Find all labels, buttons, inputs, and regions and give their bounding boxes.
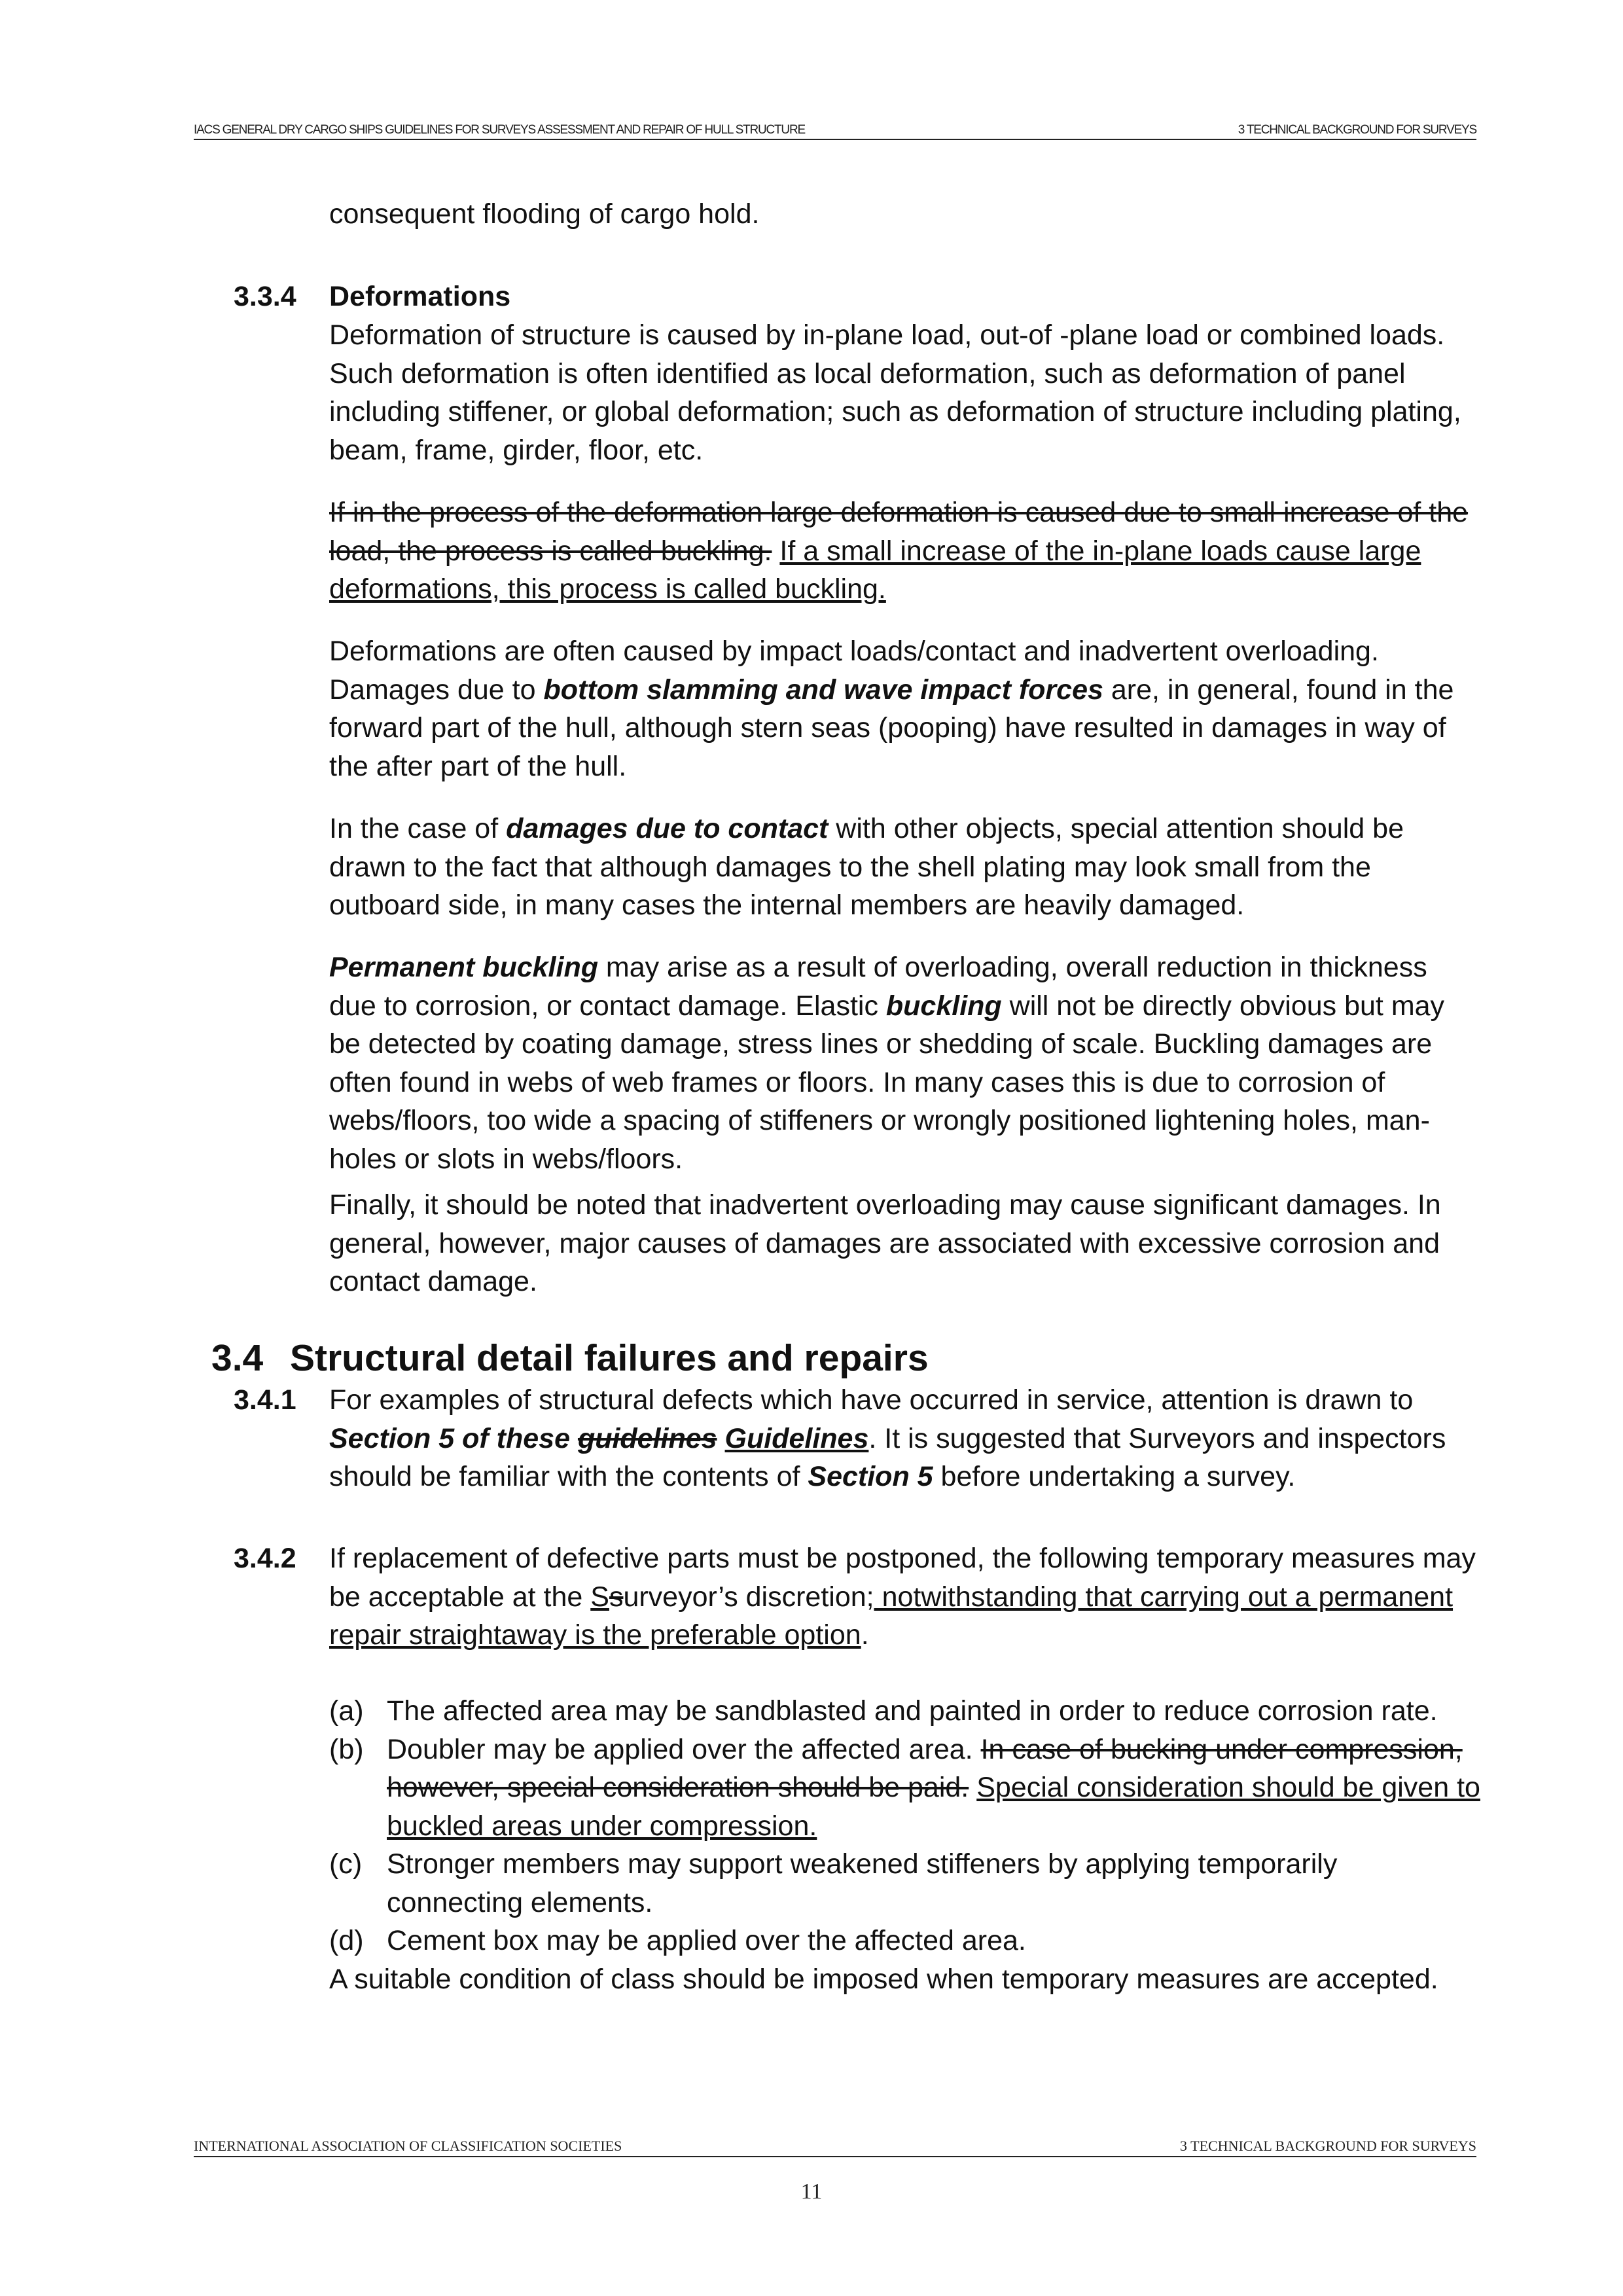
section-number-3-3-4: 3.3.4 bbox=[234, 281, 296, 312]
list-item bbox=[329, 1845, 1481, 1922]
running-footer bbox=[194, 2136, 1476, 2157]
deleted-text: s bbox=[609, 1581, 624, 1613]
text-run: In the case of bbox=[329, 813, 507, 844]
emphasis-text: bottom slamming and wave impact forces bbox=[543, 673, 1103, 706]
deleted-text: If in the process of the deformation large deformation is caused due to small increase of the load, the process is called buckling. bbox=[329, 497, 1469, 567]
deformation-paragraph-4 bbox=[329, 810, 1481, 925]
deformation-paragraph-6: Finally, it should be noted that inadvertent overloading may cause significant damages. In general, however, major causes of damages are associated with excessive corrosion and contact damage. bbox=[329, 1189, 1441, 1297]
inserted-text: Guidelines bbox=[724, 1422, 869, 1454]
list-item bbox=[329, 1692, 1481, 1731]
text-run: before undertaking a survey. bbox=[933, 1461, 1296, 1492]
list-marker: (c) bbox=[329, 1848, 363, 1880]
inserted-text: S bbox=[590, 1581, 609, 1613]
closing-text: A suitable condition of class should be imposed when temporary measures are accepted. bbox=[329, 1963, 1438, 1995]
paragraph-3-4-2 bbox=[329, 1539, 1481, 1655]
list-marker: (d) bbox=[329, 1925, 364, 1956]
section-heading-3-4 bbox=[211, 1335, 929, 1381]
paragraph-3-4-1 bbox=[329, 1381, 1481, 1496]
text-run: will not be directly obvious but may be detected by coating damage, stress lines or shedding of scale. Buckling damages are often found in webs of web frames or floors. In many cases this is due to corrosion of webs/floors, too wide a spacing of stiffeners or wrongly positioned lightening holes, man-holes or slots in webs/floors. bbox=[329, 990, 1445, 1175]
inserted-text: Special consideration should be given to buckled areas under compression. bbox=[387, 1772, 1480, 1842]
text-run: may arise as a result of overloading, overall reduction in thickness due to corrosion, or contact damage. Elastic bbox=[329, 952, 1427, 1022]
emphasis-text: Permanent buckling bbox=[329, 952, 598, 983]
text-run: with other objects, special attention should be drawn to the fact that although damages to the shell plating may look small from the outboard side, in many cases the internal members are heavily damaged. bbox=[329, 813, 1404, 921]
page-number: 11 bbox=[800, 2179, 823, 2204]
list-item bbox=[329, 1922, 1481, 1960]
footer-left: INTERNATIONAL ASSOCIATION OF CLASSIFICATION SOCIETIES bbox=[194, 2138, 622, 2154]
emphasis-text: Section 5 bbox=[808, 1461, 933, 1492]
header-left: IACS GENERAL DRY CARGO SHIPS GUIDELINES FOR SURVEYS ASSESSMENT AND REPAIR OF HULL STRUCTURE bbox=[194, 123, 805, 137]
section-title-3-4: Structural detail failures and repairs bbox=[290, 1337, 929, 1379]
section-number-3-4-1: 3.4.1 bbox=[234, 1384, 296, 1416]
footer-right: 3 TECHNICAL BACKGROUND FOR SURVEYS bbox=[1180, 2138, 1476, 2154]
text-run: . bbox=[861, 1619, 869, 1651]
section-title-deformations: Deformations bbox=[329, 281, 511, 312]
deformation-paragraph-5 bbox=[329, 948, 1481, 1178]
text-run: Deformations are often caused by impact loads/contact and inadvertent overloading. Damages due to bbox=[329, 636, 1379, 706]
text-run: If replacement of defective parts must be postponed, the following temporary measures may be acceptable at the bbox=[329, 1543, 1476, 1613]
list-item-text: Stronger members may support weakened stiffeners by applying temporarily connecting elements. bbox=[387, 1848, 1338, 1918]
temporary-measures-list bbox=[329, 1692, 1481, 1998]
text-run: are, in general, found in the forward part of the hull, although stern seas (pooping) have resulted in damages in way of the after part of the hull. bbox=[329, 673, 1454, 782]
section-number-3-4: 3.4 bbox=[211, 1337, 264, 1379]
deleted-text: In case of bucking under compression, however, special consideration should be paid. bbox=[387, 1733, 1463, 1803]
emphasis-text: Section 5 of these bbox=[329, 1422, 578, 1454]
text-run: . It is suggested that Surveyors and inspectors should be familiar with the contents of bbox=[329, 1422, 1446, 1492]
list-marker: (a) bbox=[329, 1695, 364, 1727]
deformation-paragraph-3 bbox=[329, 632, 1481, 785]
header-right: 3 TECHNICAL BACKGROUND FOR SURVEYS bbox=[1238, 123, 1476, 137]
list-item-text: Doubler may be applied over the affected area. bbox=[387, 1733, 981, 1765]
running-header bbox=[194, 122, 1476, 140]
emphasis-text: buckling bbox=[885, 990, 1002, 1022]
deformation-paragraph-1: Deformation of structure is caused by in-plane load, out-of -plane load or combined loads. Such deformation is often identified as local deformation, such as deformation of panel including stiffener, or global deformation; such as deformation of structure including plating, beam, frame, girder, floor, etc. bbox=[329, 319, 1461, 466]
section-number-3-4-2: 3.4.2 bbox=[234, 1543, 296, 1574]
list-item bbox=[329, 1731, 1481, 1846]
text-run: urveyor’s discretion bbox=[623, 1581, 866, 1613]
list-marker: (b) bbox=[329, 1733, 364, 1765]
inserted-text: ; notwithstanding that carrying out a permanent repair straightaway is the preferable option bbox=[329, 1581, 1454, 1651]
deformation-paragraph-2 bbox=[329, 493, 1481, 609]
list-item-text: Cement box may be applied over the affected area. bbox=[387, 1925, 1026, 1956]
deleted-text: guidelines bbox=[577, 1422, 717, 1454]
intro-text: consequent flooding of cargo hold. bbox=[329, 198, 760, 230]
text-run: For examples of structural defects which have occurred in service, attention is drawn to bbox=[329, 1384, 1414, 1416]
emphasis-text: damages due to contact bbox=[506, 813, 829, 844]
list-item-text: The affected area may be sandblasted and painted in order to reduce corrosion rate. bbox=[387, 1695, 1438, 1727]
inserted-text: If a small increase of the in-plane loads cause large deformations, this process is called buckling. bbox=[329, 535, 1421, 605]
